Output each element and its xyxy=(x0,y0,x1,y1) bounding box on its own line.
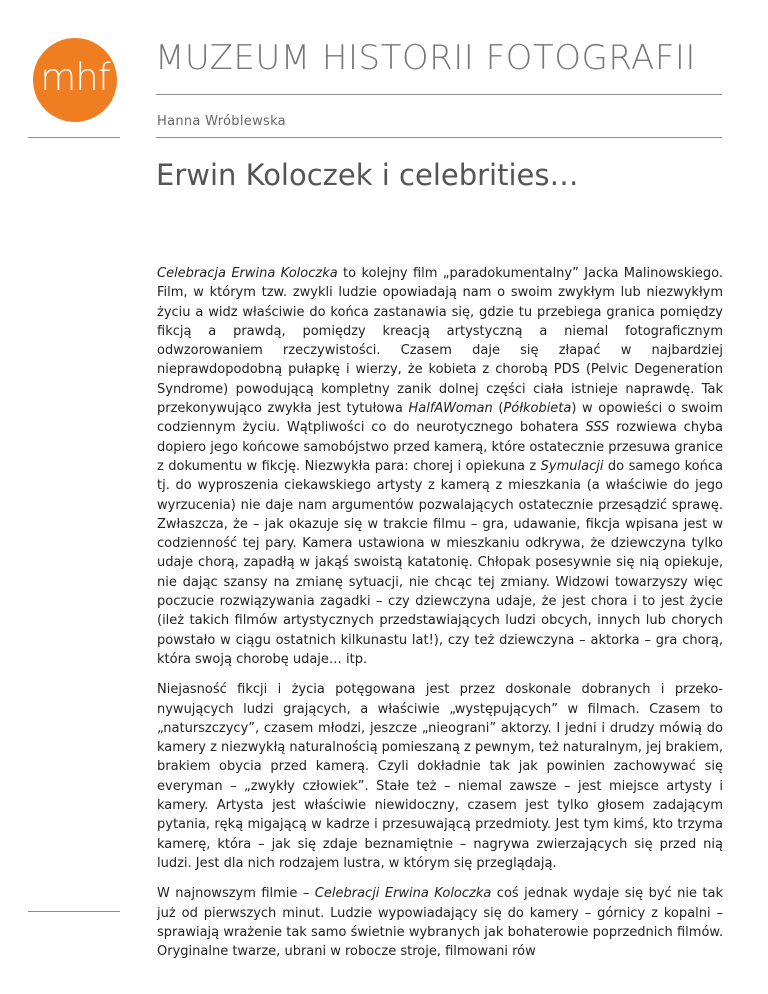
italic-title-run: Półkobieta xyxy=(503,401,572,417)
text-run: coś jednak wydaje się być nie tak już od pierwszych minut. Ludzie wypowiadający się do kamery – górnicy z kopalni – sprawiają wrażenie tak samo świetnie wybranych jak bohaterowie poprzednich filmów. Oryginalne twarze, ubrani w robocze stroje, filmowani rów xyxy=(157,886,723,960)
italic-title-run: Celebracja Erwina Koloczka xyxy=(157,266,338,281)
text-run: to kolejny film „paradokumentalny” Jacka Malinowskiego. Film, w którym tzw. zwykli ludzie opowiadają nam o swoim zwykłym lub niezwykłym życiu a widz właściwie do końca zastanawia się, gdzie tu przebiega granica pomiędzy fikcją a prawdą, pomiędzy kreacją artystyczną a niemal fotograficznym odwzorowaniem rzeczywistości. Czasem daje się złapać w najbardziej nieprawdopodobną pułapkę i wierzy, że kobieta z chorobą PDS (Pelvic Degeneration Syndrome) powodującą kompletny zanik dolnej części ciała istnieje naprawdę. Tak przekonywująco zwykła jest tytułowa xyxy=(157,266,724,417)
paragraph-1 xyxy=(157,264,723,669)
text-run: Niejasność fikcji i życia potęgowana jest przez doskonale dobranych i przekonywujących ludzi grających, a właściwie „występujących” w filmach. Czasem to „naturszczycy”, czasem młodzi, jeszcze „nieograni” aktorzy. I jedni i drudzy mówią do kamery z niezwykłą naturalnością pomieszaną z pewnym, też naturalnym, jej brakiem, brakiem obycia przed kamerą. Czyli dokładnie tak jak powinien zachowywać się everyman – „zwykły człowiek”. Stałe też – niemal zawsze – jest miejsce artysty i kamery. Artysta jest właściwie niewidoczny, czasem jest tylko głosem zadającym pytania, ręką migającą w kadrze i przesuwającą przedmioty. Jest tym kimś, kto trzyma kamerę, która – jak się zdaje beznamiętnie – nagrywa zwierzających się przed nią ludzi. Jest dla nich rodzajem lustra, w którym się przeglądają. xyxy=(157,682,723,871)
museum-title: MUZEUM HISTORII FOTOGRAFII xyxy=(155,38,696,78)
text-run: rozwiewa chyba dopiero jego końcowe samobójstwo przed kamerą, które ostatecznie przesuwa granice z dokumentu w fikcję. Niezwykła para: chorej i opiekuna z xyxy=(157,420,723,474)
paragraph-3 xyxy=(157,884,723,961)
text-run: ) w opowieści o swoim codziennym życiu. Wątpliwości co do neurotycznego bohatera xyxy=(157,401,723,436)
italic-title-run: Celebracji Erwina Koloczka xyxy=(314,886,492,902)
paragraph-2 xyxy=(157,680,723,873)
left-divider-bottom xyxy=(28,911,120,912)
author-name: Hanna Wróblewska xyxy=(157,114,286,129)
author-divider xyxy=(156,137,722,138)
text-run: do samego końca tj. do wyproszenia ciekawskiego artysty z kamerą z mieszkania (a właściwie do jego wyrzucenia) nie daje nam argumentów pozwalających ostatecznie przesądzić sprawę. Zwłaszcza, że – jak okazuje się w trakcie filmu – gra, udawanie, fikcja wpisana jest w codzienność tej pary. Kamera ustawiona w mieszkaniu odkrywa, że dziewczyna tylko udaje chorą, zapadłą w jakąś swoistą katatonię. Chłopak posesywnie się nią opiekuje, nie dając szansy na zmianę sytuacji, nie chcąc tej zmiany. Widzowi towarzyszy więc poczucie rozwiązywania zagadki – czy dziewczyna udaje, że jest chora i to jest życie (ileż takich filmów artystycznych przedstawiających ludzi obcych, innych lub chorych powstało w ciągu ostatnich kilkunastu lat!), czy też dziewczyna – aktorka – gra chorą, która swoją chorobę udaje… itp. xyxy=(157,458,723,667)
header-divider xyxy=(156,94,722,95)
left-divider-top xyxy=(28,137,120,138)
logo-text: mhf xyxy=(40,56,110,99)
italic-title-run: SSS xyxy=(585,420,610,436)
italic-title-run: HalfAWoman xyxy=(408,401,493,417)
article-body xyxy=(157,264,723,972)
museum-logo xyxy=(33,38,117,122)
italic-title-run: Symulacji xyxy=(540,458,604,474)
text-run: W najnowszym filmie – xyxy=(157,886,315,902)
text-run: ( xyxy=(492,401,504,417)
article-title: Erwin Koloczek i celebrities… xyxy=(156,158,579,192)
